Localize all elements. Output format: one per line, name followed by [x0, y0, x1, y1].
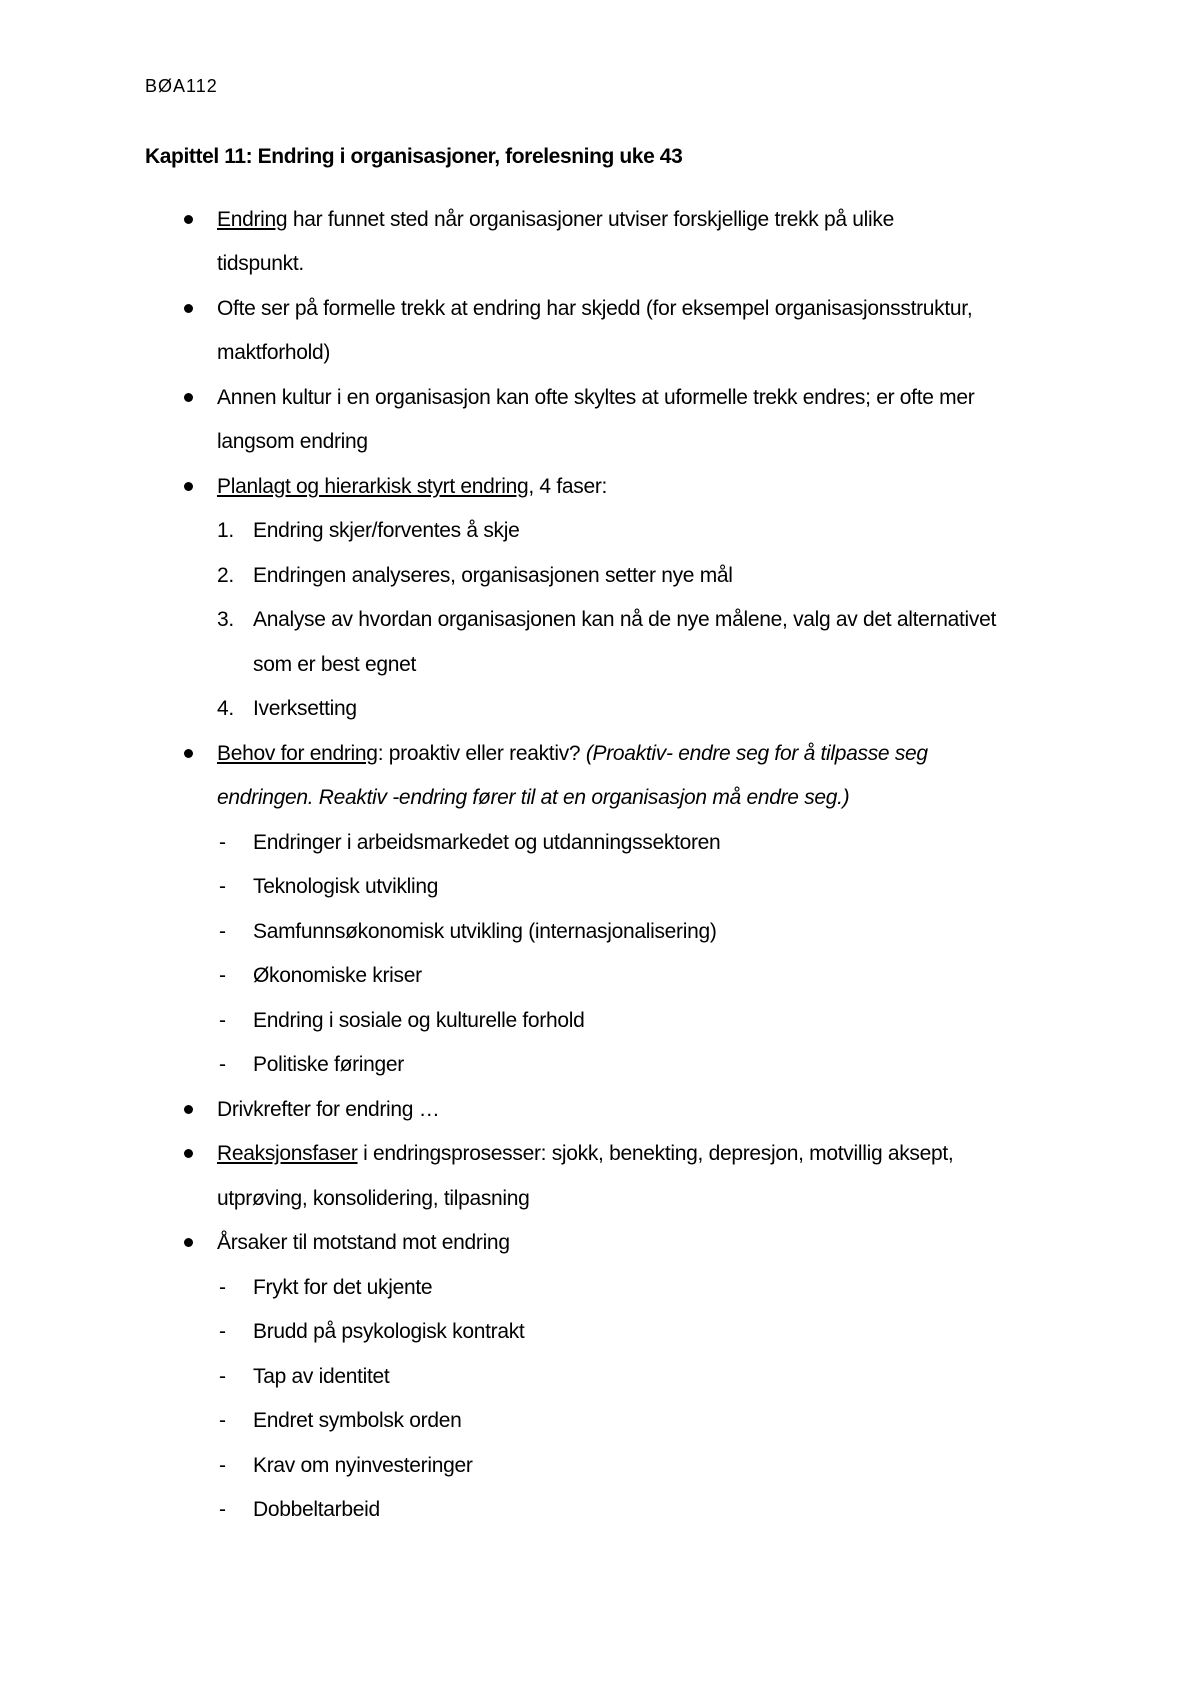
phase-item: Endring skjer/forventes å skje	[253, 519, 520, 542]
bullet-planlagt-endring	[217, 473, 607, 501]
dash-marker: -	[219, 831, 226, 854]
term-reaksjonsfaser: Reaksjonsfaser	[217, 1142, 358, 1165]
dash-marker: -	[219, 1365, 226, 1388]
term-planlagt-endring: Planlagt og hierarkisk styrt endring	[217, 475, 529, 498]
bullet-motstand: Årsaker til motstand mot endring	[217, 1231, 510, 1254]
dash-item: Endringer i arbeidsmarkedet og utdanningssektoren	[253, 831, 721, 854]
phase-number: 3.	[217, 608, 234, 631]
phase-number: 1.	[217, 519, 234, 542]
dash-item: Økonomiske kriser	[253, 964, 422, 987]
dash-item: Brudd på psykologisk kontrakt	[253, 1320, 525, 1343]
bullet-behov-italic: (Proaktiv- endre seg for å tilpasse seg	[585, 742, 928, 765]
bullet-behov-for-endring	[217, 740, 928, 768]
course-code-header: BØA112	[145, 76, 218, 96]
dash-marker: -	[219, 1009, 226, 1032]
bullet-endring-text: har funnet sted når organisasjoner utviser forskjellige trekk på ulike	[287, 208, 894, 231]
bullet-planlagt-text: , 4 faser:	[528, 475, 608, 498]
phase-number: 4.	[217, 697, 234, 720]
phase-number: 2.	[217, 564, 234, 587]
bullet-reaksjonsfaser	[217, 1140, 953, 1168]
bullet-formelle-trekk: Ofte ser på formelle trekk at endring har skjedd (for eksempel organisasjonsstruktur,	[217, 297, 973, 320]
dash-marker: -	[219, 920, 226, 943]
phase-item: Iverksetting	[253, 697, 357, 720]
bullet-icon	[184, 1238, 193, 1247]
bullet-reaksjonsfaser-continuation: utprøving, konsolidering, tilpasning	[217, 1187, 530, 1210]
bullet-icon	[184, 304, 193, 313]
bullet-icon	[184, 393, 193, 402]
dash-marker: -	[219, 1053, 226, 1076]
dash-marker: -	[219, 875, 226, 898]
bullet-kultur: Annen kultur i en organisasjon kan ofte skyltes at uformelle trekk endres; er ofte mer	[217, 386, 975, 409]
dash-marker: -	[219, 1320, 226, 1343]
phase-item-continuation: som er best egnet	[253, 653, 416, 676]
dash-item: Endring i sosiale og kulturelle forhold	[253, 1009, 585, 1032]
dash-item: Krav om nyinvesteringer	[253, 1454, 473, 1477]
dash-item: Endret symbolsk orden	[253, 1409, 462, 1432]
dash-item: Dobbeltarbeid	[253, 1498, 380, 1521]
chapter-title: Kapittel 11: Endring i organisasjoner, forelesning uke 43	[145, 145, 683, 168]
bullet-formelle-trekk-continuation: maktforhold)	[217, 341, 331, 364]
phase-item: Endringen analyseres, organisasjonen setter nye mål	[253, 564, 733, 587]
bullet-icon	[184, 482, 193, 491]
dash-marker: -	[219, 1498, 226, 1521]
dash-item: Politiske føringer	[253, 1053, 404, 1076]
dash-marker: -	[219, 964, 226, 987]
bullet-behov-continuation: endringen. Reaktiv -endring fører til at en organisasjon må endre seg.)	[217, 786, 850, 809]
dash-item: Samfunnsøkonomisk utvikling (internasjonalisering)	[253, 920, 717, 943]
bullet-reaksjonsfaser-text: i endringsprosesser: sjokk, benekting, depresjon, motvillig aksept,	[357, 1142, 954, 1165]
dash-marker: -	[219, 1454, 226, 1477]
phase-item: Analyse av hvordan organisasjonen kan nå de nye målene, valg av det alternativet	[253, 608, 996, 631]
bullet-behov-text: : proaktiv eller reaktiv?	[377, 742, 586, 765]
bullet-drivkrefter: Drivkrefter for endring …	[217, 1098, 440, 1121]
bullet-endring-continuation: tidspunkt.	[217, 252, 304, 275]
term-endring: Endring	[217, 208, 288, 231]
dash-item: Frykt for det ukjente	[253, 1276, 433, 1299]
dash-marker: -	[219, 1409, 226, 1432]
bullet-icon	[184, 1149, 193, 1158]
bullet-icon	[184, 1105, 193, 1114]
dash-item: Teknologisk utvikling	[253, 875, 439, 898]
bullet-kultur-continuation: langsom endring	[217, 430, 368, 453]
term-behov-for-endring: Behov for endring	[217, 742, 378, 765]
dash-marker: -	[219, 1276, 226, 1299]
bullet-icon	[184, 749, 193, 758]
bullet-icon	[184, 215, 193, 224]
bullet-endring	[217, 206, 894, 234]
dash-item: Tap av identitet	[253, 1365, 390, 1388]
